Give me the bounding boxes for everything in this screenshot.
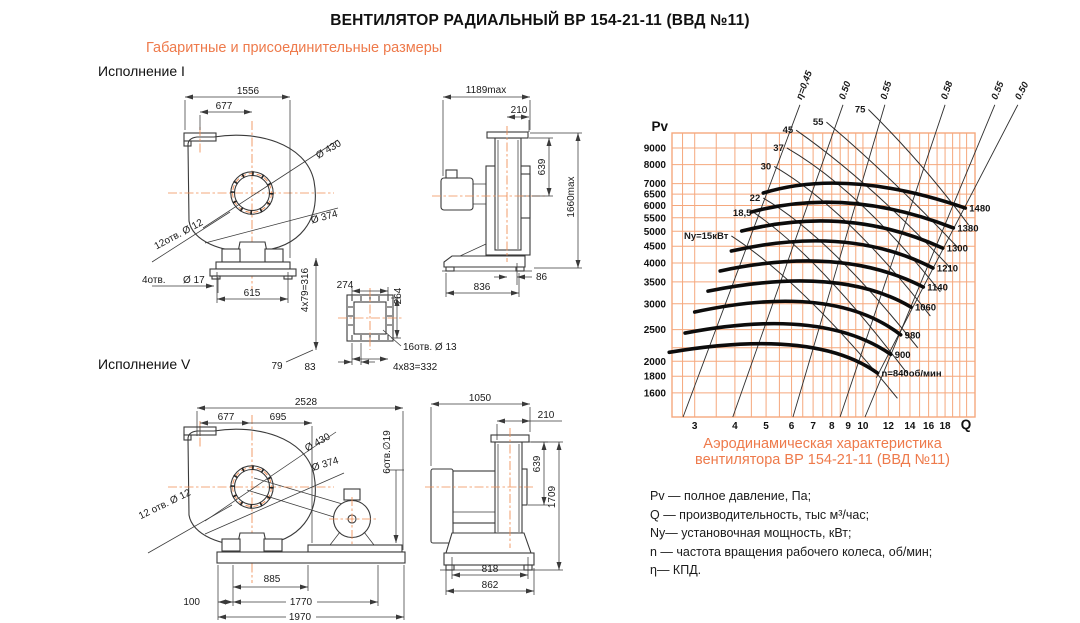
chart-caption bbox=[650, 437, 995, 468]
y-tick-label: 9000 bbox=[643, 143, 666, 155]
dim-label: 615 bbox=[243, 288, 261, 299]
dim-label: 862 bbox=[481, 580, 499, 591]
x-tick-label: 9 bbox=[845, 421, 851, 432]
efficiency-label: 0.55 bbox=[878, 79, 895, 101]
dim-label: 79 bbox=[271, 361, 283, 372]
power-label: 30 bbox=[760, 161, 772, 173]
rpm-label: 1480 bbox=[969, 203, 991, 215]
power-label: 18,5 bbox=[732, 207, 752, 219]
legend-item-ny: Ny— установочная мощность, кВт; bbox=[650, 526, 852, 541]
execution-1-label: Исполнение I bbox=[98, 63, 185, 79]
efficiency-label: η=0,45 bbox=[794, 69, 815, 102]
x-tick-label: 14 bbox=[904, 421, 916, 432]
y-tick-label: 4500 bbox=[643, 241, 666, 253]
efficiency-label: 0.55 bbox=[989, 80, 1007, 102]
dim-label: 100 bbox=[183, 597, 200, 608]
chart-caption-line1: Аэродинамическая характеристика bbox=[703, 436, 942, 452]
x-tick-label: 18 bbox=[939, 421, 951, 432]
drawing-isp5-side bbox=[425, 393, 563, 595]
dim-label: 695 bbox=[269, 412, 287, 423]
rpm-label: n=840об/мин bbox=[881, 368, 942, 380]
power-label: 45 bbox=[782, 125, 794, 137]
y-tick-label: 6000 bbox=[643, 200, 666, 212]
x-tick-label: 6 bbox=[788, 421, 795, 432]
dim-label: 639 bbox=[537, 158, 548, 176]
y-tick-label: 4000 bbox=[643, 258, 666, 270]
dim-label: 264 bbox=[393, 287, 404, 305]
y-axis-label: Pv bbox=[651, 119, 668, 134]
dim-label: Ø 374 bbox=[310, 455, 340, 474]
drawing-flange-detail bbox=[271, 258, 457, 373]
execution-5-label: Исполнение V bbox=[98, 356, 191, 372]
drawing-isp5-front bbox=[137, 397, 405, 623]
dim-label: 86 bbox=[536, 272, 548, 283]
dim-label: Ø 430 bbox=[314, 138, 344, 162]
y-tick-label: 2500 bbox=[643, 325, 666, 337]
dim-label: 274 bbox=[336, 280, 354, 291]
y-tick-label: 7000 bbox=[643, 179, 666, 191]
section-subtitle: Габаритные и присоединительные размеры bbox=[146, 40, 443, 56]
rpm-label: 1060 bbox=[914, 302, 937, 314]
x-tick-label: 7 bbox=[810, 421, 816, 432]
dim-label: 210 bbox=[537, 410, 555, 421]
dim-label: 12отв. Ø 12 bbox=[152, 217, 206, 253]
dim-label: 836 bbox=[473, 282, 491, 293]
dim-label: 1660max bbox=[566, 176, 577, 218]
power-label: 37 bbox=[773, 142, 784, 154]
x-tick-label: 16 bbox=[923, 421, 935, 432]
x-axis-label: Q bbox=[960, 417, 972, 432]
efficiency-label: 0.50 bbox=[1013, 80, 1032, 102]
x-tick-label: 8 bbox=[828, 421, 835, 432]
dim-label: 2528 bbox=[294, 397, 318, 408]
dim-label: 6отв.∅19 bbox=[382, 430, 393, 474]
legend-item-eta: η— КПД. bbox=[650, 563, 702, 578]
x-tick-label: 4 bbox=[732, 421, 738, 432]
rpm-label: 980 bbox=[904, 330, 921, 342]
dim-label: 83 bbox=[304, 362, 316, 373]
y-tick-label: 5000 bbox=[643, 226, 666, 238]
dim-label: Ø 17 bbox=[183, 275, 205, 286]
dim-label: 1050 bbox=[468, 393, 492, 404]
dim-label: 4x83=332 bbox=[393, 362, 438, 373]
dim-label: 12 отв. Ø 12 bbox=[137, 487, 193, 523]
dim-label: 677 bbox=[217, 412, 235, 423]
dim-label: 1770 bbox=[289, 597, 313, 608]
aerodynamic-chart bbox=[644, 69, 1032, 432]
dim-label: 210 bbox=[510, 105, 528, 116]
dim-label: 1189max bbox=[465, 85, 507, 96]
dim-label: 677 bbox=[215, 101, 233, 112]
chart-caption-line2: вентилятора ВР 154-21-11 (ВВД №11) bbox=[695, 451, 950, 468]
y-tick-label: 1800 bbox=[643, 371, 666, 383]
y-tick-label: 3000 bbox=[643, 299, 666, 311]
y-tick-label: 3500 bbox=[643, 277, 666, 289]
y-tick-label: 5500 bbox=[643, 213, 666, 225]
rpm-label: 1210 bbox=[936, 263, 959, 275]
dim-label: 4x79=316 bbox=[300, 267, 311, 313]
legend-item-pv: Pv — полное давление, Па; bbox=[650, 489, 812, 503]
dim-label: 4отв. bbox=[142, 275, 166, 286]
legend-item-q: Q — производительность, тыс м³/час; bbox=[650, 507, 870, 522]
efficiency-label: 0.50 bbox=[837, 79, 854, 102]
rpm-label: 900 bbox=[894, 349, 911, 361]
dim-label: 1556 bbox=[236, 86, 260, 97]
dim-label: 885 bbox=[263, 574, 281, 585]
dim-label: 16отв. Ø 13 bbox=[403, 342, 457, 353]
rpm-label: 1300 bbox=[946, 243, 968, 255]
efficiency-label: 0.58 bbox=[939, 79, 956, 102]
y-tick-label: 2000 bbox=[643, 356, 666, 368]
power-label: Ny=15кВт bbox=[683, 230, 729, 242]
dim-label: 818 bbox=[481, 564, 499, 575]
drawing-isp1-front bbox=[142, 86, 344, 303]
dim-label: Ø 430 bbox=[303, 431, 333, 455]
x-tick-label: 5 bbox=[763, 421, 769, 432]
dim-label: Ø 374 bbox=[309, 208, 339, 227]
power-label: 75 bbox=[854, 104, 866, 116]
page-title: ВЕНТИЛЯТОР РАДИАЛЬНЫЙ ВР 154-21-11 (ВВД №11) bbox=[330, 12, 750, 29]
dim-label: 639 bbox=[532, 455, 543, 473]
y-tick-label: 8000 bbox=[643, 160, 666, 172]
chart-legend bbox=[650, 487, 932, 580]
y-tick-label: 1600 bbox=[643, 388, 666, 400]
dim-label: 1970 bbox=[288, 612, 312, 623]
power-label: 55 bbox=[812, 117, 824, 129]
x-tick-label: 10 bbox=[857, 421, 869, 432]
legend-item-n: n — частота вращения рабочего колеса, об/мин; bbox=[650, 544, 933, 559]
power-label: 22 bbox=[749, 193, 761, 205]
rpm-label: 1380 bbox=[957, 223, 979, 235]
drawing-isp1-side bbox=[432, 85, 582, 297]
x-tick-label: 12 bbox=[882, 421, 894, 432]
y-tick-label: 6500 bbox=[643, 189, 666, 201]
x-tick-label: 3 bbox=[691, 421, 698, 432]
rpm-label: 1140 bbox=[927, 282, 948, 294]
dim-label: 1709 bbox=[547, 485, 558, 509]
